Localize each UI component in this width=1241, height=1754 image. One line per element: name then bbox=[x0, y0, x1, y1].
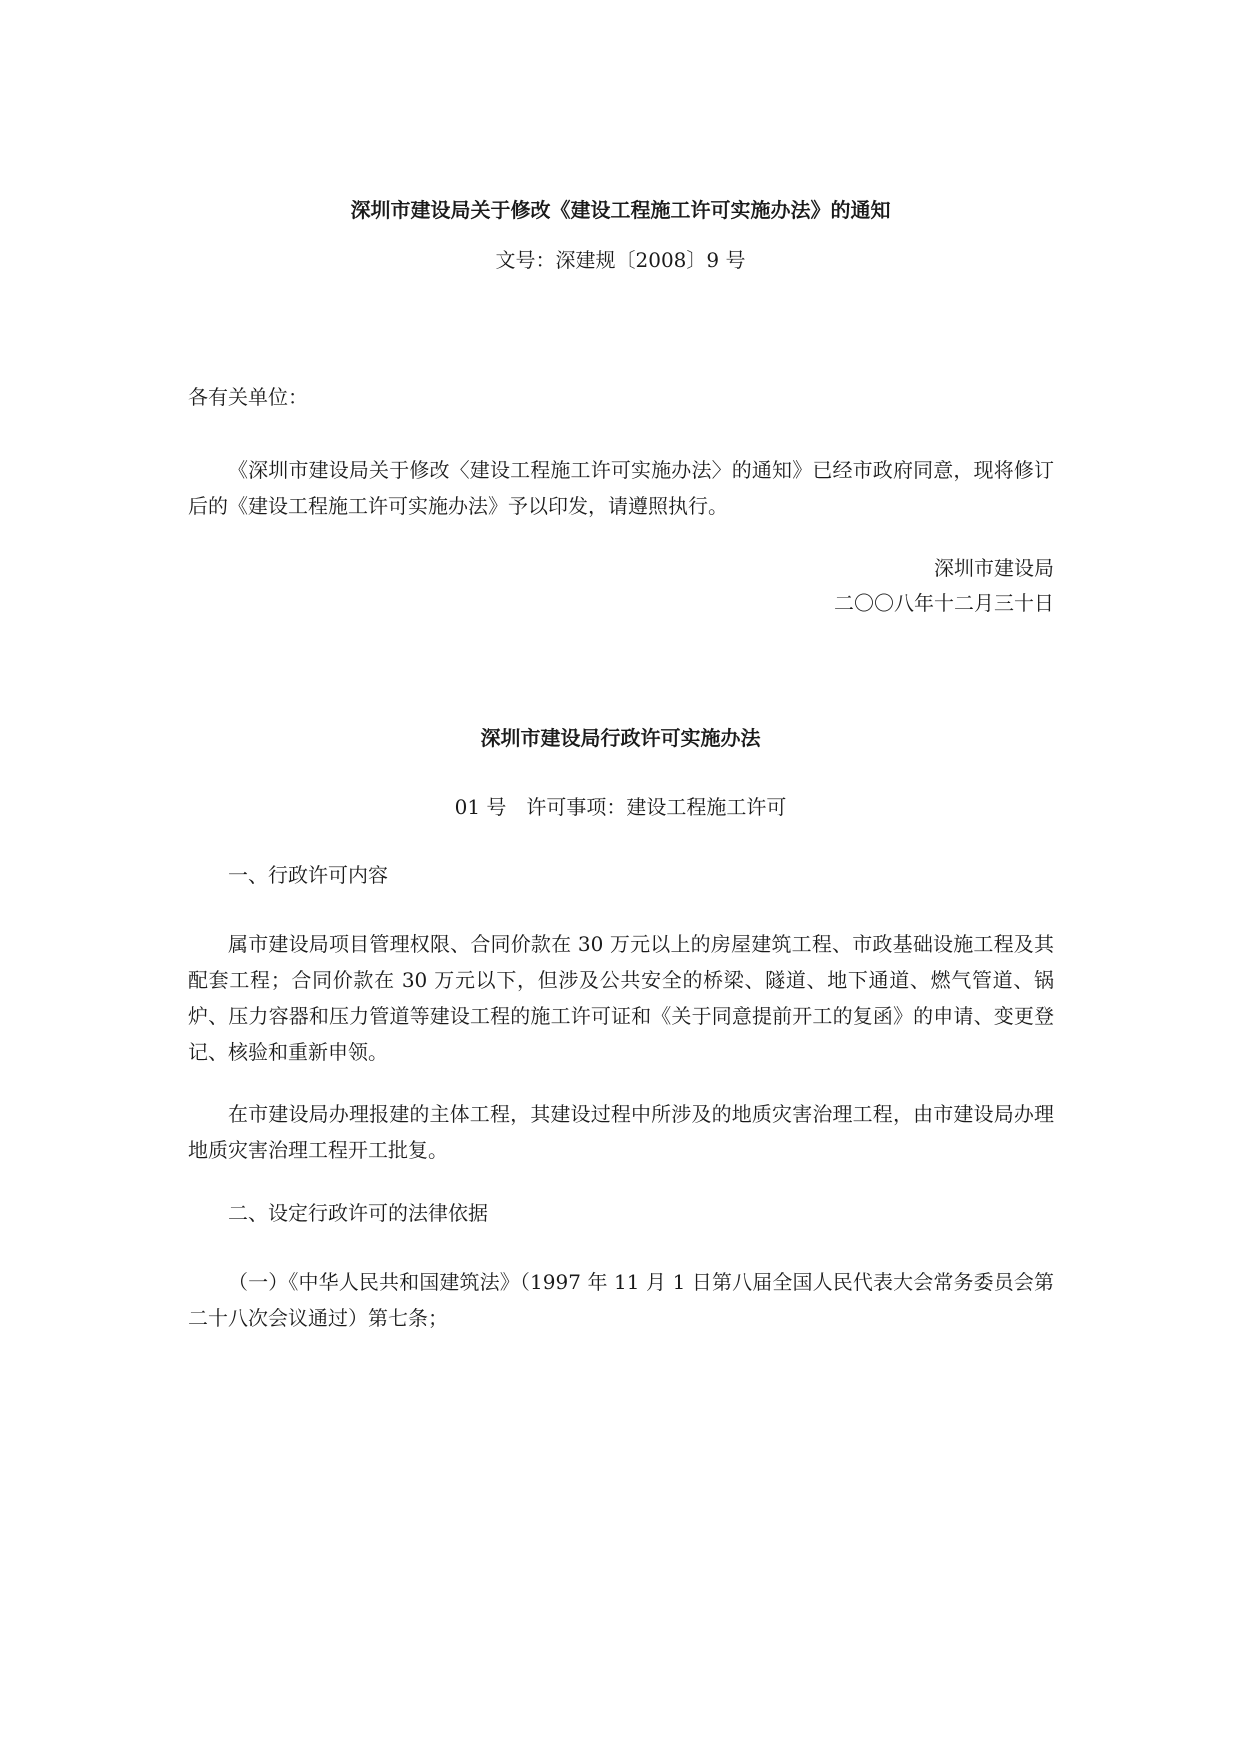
signature-org: 深圳市建设局 bbox=[934, 556, 1054, 580]
notice-body: 《深圳市建设局关于修改〈建设工程施工许可实施办法〉的通知》已经市政府同意，现将修订后的《建设工程施工许可实施办法》予以印发，请遵照执行。 bbox=[188, 458, 1054, 518]
doc-number: 文号：深建规〔2008〕9 号 bbox=[495, 248, 746, 272]
section1-paragraph-2: 在市建设局办理报建的主体工程，其建设过程中所涉及的地质灾害治理工程，由市建设局办理地质灾害治理工程开工批复。 bbox=[188, 1102, 1054, 1162]
notice-title: 深圳市建设局关于修改《建设工程施工许可实施办法》的通知 bbox=[350, 198, 891, 222]
salutation: 各有关单位： bbox=[188, 385, 308, 409]
signature-date: 二〇〇八年十二月三十日 bbox=[834, 591, 1054, 615]
item-heading: 01 号 许可事项：建设工程施工许可 bbox=[454, 795, 787, 819]
section1-heading: 一、行政许可内容 bbox=[228, 863, 388, 887]
section2-item-1: （一）《中华人民共和国建筑法》（1997 年 11 月 1 日第八届全国人民代表大会常务委员会第二十八次会议通过）第七条； bbox=[188, 1270, 1054, 1330]
section2-heading: 二、设定行政许可的法律依据 bbox=[228, 1201, 488, 1225]
section1-paragraph-1: 属市建设局项目管理权限、合同价款在 30 万元以上的房屋建筑工程、市政基础设施工程及其配套工程；合同价款在 30 万元以下，但涉及公共安全的桥梁、隧道、地下通道、燃气管道、锅炉、压力容器和压力管道等建设工程的施工许可证和《关于同意提前开工的复函》的申请、变更登记、核验和重新申领。 bbox=[188, 932, 1054, 1064]
regulation-title: 深圳市建设局行政许可实施办法 bbox=[480, 726, 761, 750]
